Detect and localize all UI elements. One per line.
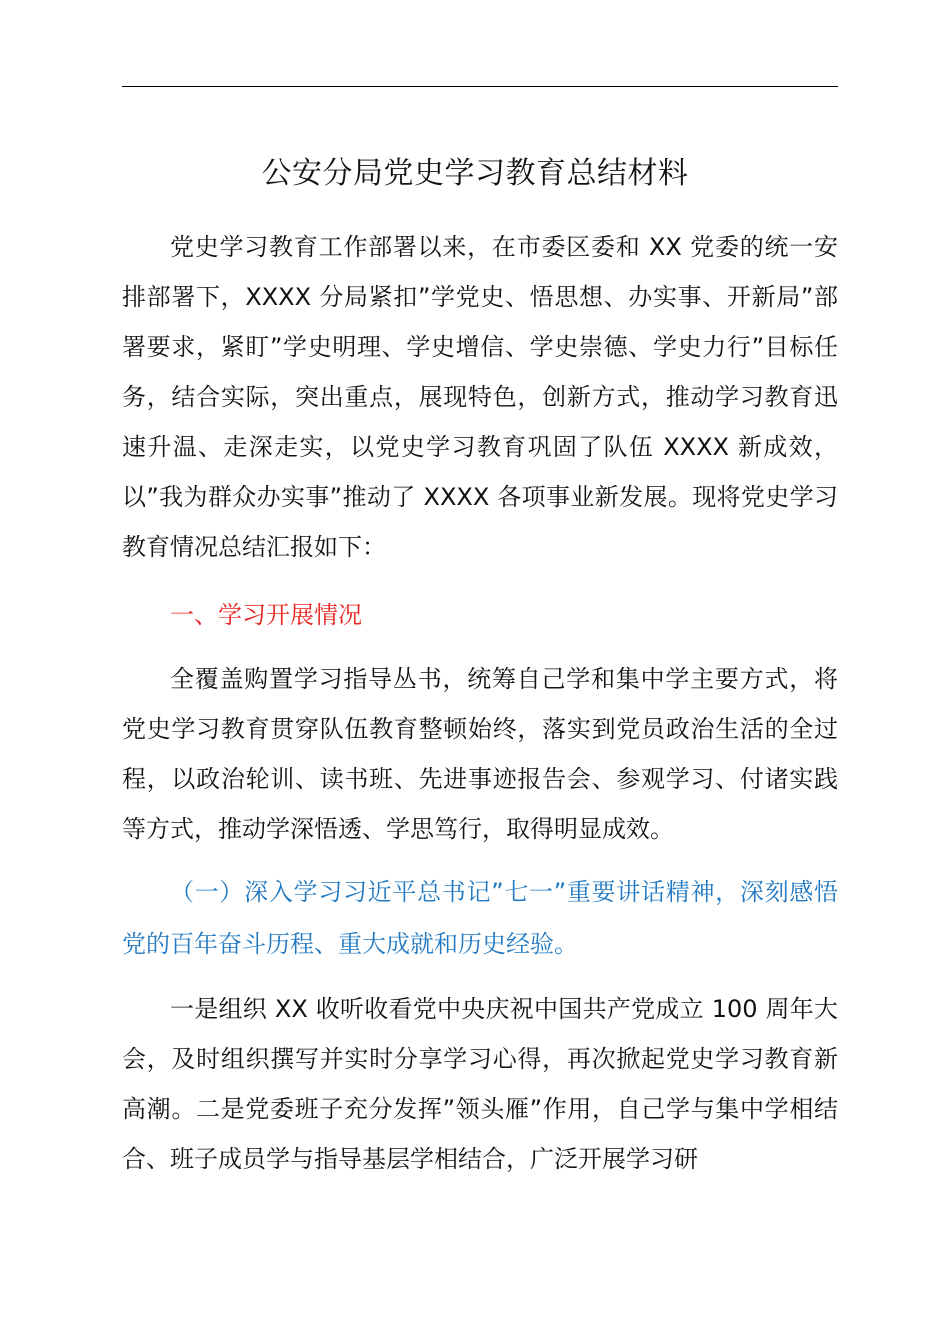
section-paragraph: 全覆盖购置学习指导丛书，统筹自己学和集中学主要方式，将党史学习教育贯穿队伍教育整顿始终，落实到党员政治生活的全过程，以政治轮训、读书班、先进事迹报告会、参观学习、付诸实践等方式，推动学深悟透、学思笃行，取得明显成效。 (122, 665, 838, 843)
subsection-heading: （一）深入学习习近平总书记”七一”重要讲话精神，深刻感悟党的百年奋斗历程、重大成就和历史经验。 (122, 878, 838, 958)
header-rule (122, 86, 838, 87)
document-title: 公安分局党史学习教育总结材料 (261, 156, 689, 191)
subsection-paragraph: 一是组织 XX 收听收看党中央庆祝中国共产党成立 100 周年大会，及时组织撰写并实时分享学习心得，再次掀起党史学习教育新高潮。二是党委班子充分发挥”领头雁”作用，自己学与集中学相结合、班子成员学与指导基层学相结合，广泛开展学习研 (122, 995, 838, 1173)
section-heading: 一、学习开展情况 (170, 601, 362, 629)
intro-paragraph: 党史学习教育工作部署以来，在市委区委和 XX 党委的统一安排部署下，XXXX 分局紧扣”学党史、悟思想、办实事、开新局”部署要求，紧盯”学史明理、学史增信、学史崇德、学史力行”目标任务，结合实际，突出重点，展现特色，创新方式，推动学习教育迅速升温、走深走实，以党史学习教育巩固了队伍 XXXX 新成效，以”我为群众办实事”推动了 XXXX 各项事业新发展。现将党史学习教育情况总结汇报如下： (122, 233, 838, 561)
